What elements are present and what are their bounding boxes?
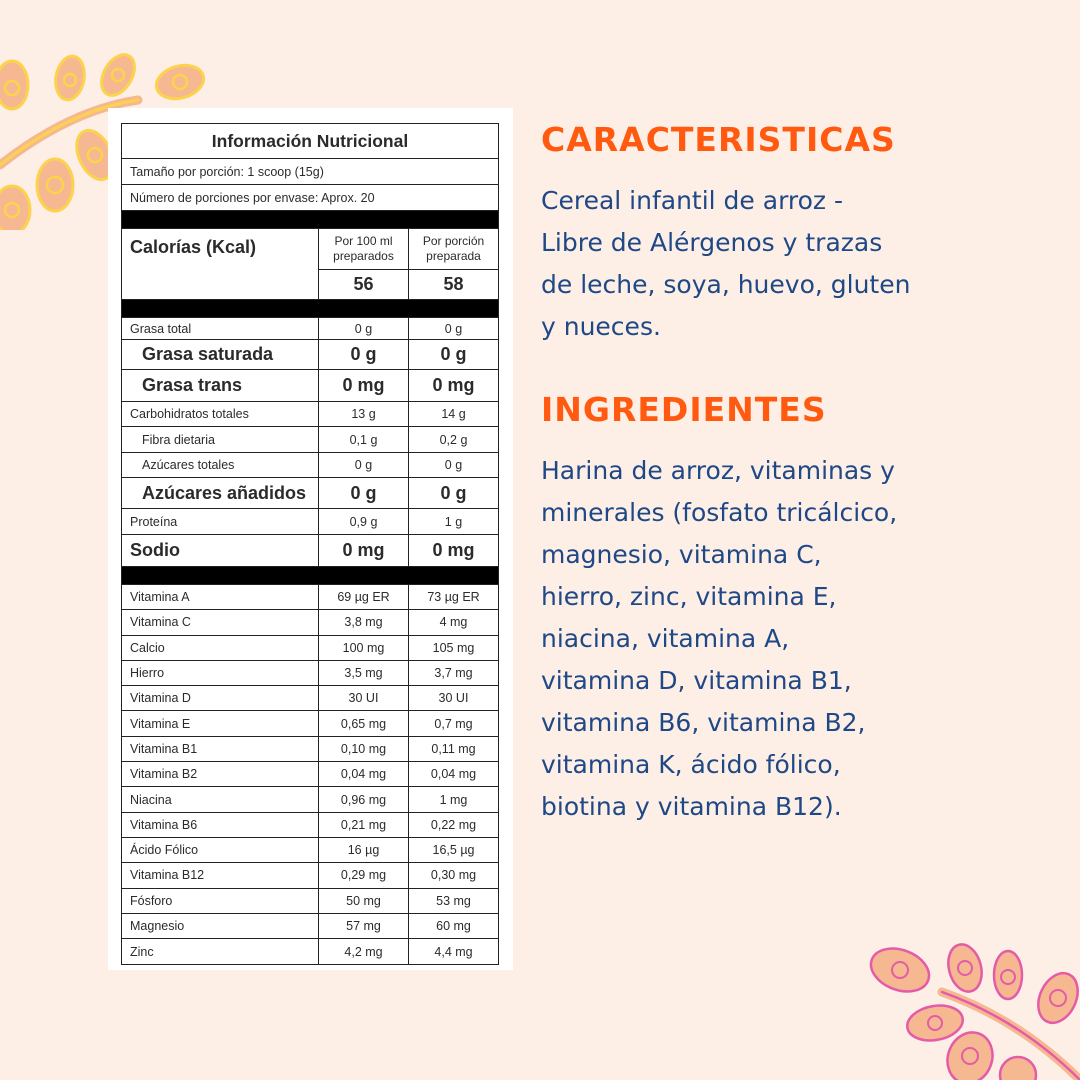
table-row: Vitamina B1 0,10 mg 0,11 mg [122, 737, 498, 762]
calories-per-100ml: 56 [319, 270, 409, 299]
serving-size: Tamaño por porción: 1 scoop (15g) [122, 159, 498, 185]
table-row: Grasa total 0 g 0 g [122, 318, 498, 340]
ingredients-heading: INGREDIENTES [541, 390, 827, 429]
table-row: Calcio 100 mg 105 mg [122, 636, 498, 661]
table-row: Proteína 0,9 g 1 g [122, 509, 498, 535]
calories-label: Calorías (Kcal) [122, 229, 319, 299]
servings-per-container: Número de porciones por envase: Aprox. 20 [122, 185, 498, 211]
divider-bar [122, 300, 498, 318]
column-header-per-100ml: Por 100 ml preparados [319, 229, 409, 269]
table-row: Fósforo 50 mg 53 mg [122, 889, 498, 914]
calories-row [122, 229, 498, 300]
characteristics-heading: CARACTERISTICAS [541, 120, 896, 159]
divider-bar [122, 567, 498, 585]
table-row: Azúcares totales 0 g 0 g [122, 453, 498, 478]
table-row: Azúcares añadidos 0 g 0 g [122, 478, 498, 509]
table-row: Grasa trans 0 mg 0 mg [122, 370, 498, 402]
table-row: Vitamina B2 0,04 mg 0,04 mg [122, 762, 498, 787]
calories-per-serving: 58 [443, 274, 464, 294]
leaf-branch-bottom-right-icon [840, 920, 1080, 1080]
table-row: Hierro 3,5 mg 3,7 mg [122, 661, 498, 686]
table-row: Vitamina D 30 UI 30 UI [122, 686, 498, 711]
table-row: Sodio 0 mg 0 mg [122, 535, 498, 567]
table-row: Vitamina C 3,8 mg 4 mg [122, 610, 498, 635]
table-row: Vitamina E 0,65 mg 0,7 mg [122, 711, 498, 736]
table-row: Vitamina A 69 µg ER 73 µg ER [122, 585, 498, 610]
table-row: Fibra dietaria 0,1 g 0,2 g [122, 427, 498, 453]
table-row: Ácido Fólico 16 µg 16,5 µg [122, 838, 498, 863]
table-row: Grasa saturada 0 g 0 g [122, 340, 498, 370]
nutrition-title: Información Nutricional [122, 124, 498, 159]
table-row: Vitamina B12 0,29 mg 0,30 mg [122, 863, 498, 888]
table-row: Magnesio 57 mg 60 mg [122, 914, 498, 939]
nutrition-facts-table [121, 123, 499, 965]
table-row: Carbohidratos totales 13 g 14 g [122, 402, 498, 427]
table-row: Niacina 0,96 mg 1 mg [122, 787, 498, 812]
table-row: Zinc 4,2 mg 4,4 mg [122, 939, 498, 964]
divider-bar [122, 211, 498, 229]
characteristics-text: Cereal infantil de arroz - Libre de Alérgenos y trazas de leche, soya, huevo, gluten y nueces. [541, 186, 911, 341]
column-header-per-serving: Por porción preparada [422, 234, 485, 263]
table-row: Vitamina B6 0,21 mg 0,22 mg [122, 813, 498, 838]
ingredients-text: Harina de arroz, vitaminas y minerales (fosfato tricálcico, magnesio, vitamina C, hierro, zinc, vitamina E, niacina, vitamina A, vitamina D, vitamina B1, vitamina B6, vitamina B2, vitamina K, ácido fólico, biotina y vitamina B12). [541, 456, 898, 821]
